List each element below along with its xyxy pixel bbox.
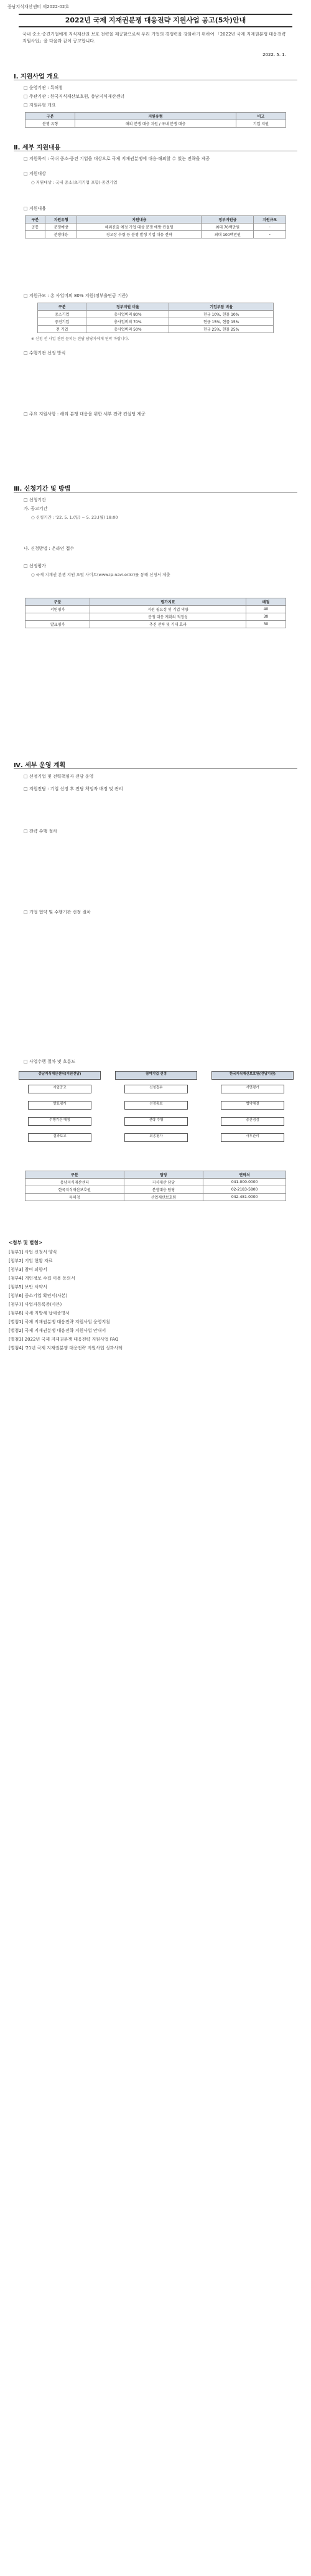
s3-item-6: ○ 국제 지재권 분쟁 지원 포털 사이트(www.ip-navi.or.kr)를 통해 신청서 제출 (31, 572, 170, 577)
flow-step: 선정통보 (124, 1101, 188, 1110)
divider (14, 492, 297, 493)
table-cell (26, 613, 90, 621)
attachment-item: [첨부1] 사업 신청서 양식 (9, 1250, 57, 1255)
table-cell: 최대 70백만원 (202, 224, 254, 231)
scale-note: ※ 신청 전 사업 관련 문의는 전담 담당자에게 연락 바랍니다. (31, 337, 129, 341)
flow-step: 중간점검 (221, 1117, 284, 1126)
table-cell: 분쟁 유형 (26, 120, 75, 128)
flow-step: 서면평가 (221, 1085, 284, 1093)
table-cell: 한국지식재산보호원 (26, 1186, 124, 1194)
flow-step: 결과보고 (28, 1133, 91, 1142)
table-header: 지원규모 (254, 216, 286, 224)
table-cell: 지식재산 담당 (124, 1179, 203, 1186)
support-type-table (25, 112, 286, 128)
attachment-item: [첨부2] 기업 현황 자료 (9, 1258, 53, 1263)
table-header: 비고 (236, 113, 285, 120)
table-cell: 최대 100백만원 (202, 231, 254, 238)
flow-step: 사업공고 (28, 1085, 91, 1093)
page-title: 2022년 국제 지재권분쟁 대응전략 지원사업 공고(5차)안내 (19, 14, 292, 27)
table-cell: 지원 필요성 및 기업 역량 (90, 606, 246, 613)
table-cell: 공통 (26, 224, 45, 231)
evaluation-table (25, 598, 286, 628)
s2-item-1: □ 지원목적 : 국내 중소·중견 기업을 대상으로 국제 지재권분쟁에 대응·해외할 수 있는 전략을 제공 (24, 156, 210, 161)
notice-date: 2022. 5. 1. (262, 52, 286, 57)
table-cell: 해외진출 예정 기업 대상 분쟁 예방 컨설팅 (77, 224, 202, 231)
attachment-item: [별첨1] 국제 지재권분쟁 대응전략 지원사업 운영지침 (9, 1319, 111, 1324)
table-cell: 현금 10%, 현물 10% (169, 311, 274, 318)
table-cell: 30 (246, 613, 285, 621)
attachment-item: [첨부6] 중소기업 확인서(사본) (9, 1293, 68, 1298)
s4-item-2: □ 지원전담 : 기업 선정 후 전담 책임자 배정 및 관리 (24, 786, 123, 791)
support-content-table (25, 215, 286, 238)
table-header: 지원유형 (75, 113, 236, 120)
s2-item-4: □ 지원내용 (24, 206, 46, 211)
s4-item-4: □ 기업 협약 및 수행기관 선정 절차 (24, 910, 91, 915)
table-cell: 02-2183-5800 (203, 1186, 286, 1194)
s1-item-2: □ 주관기관 : 한국지식재산보호원, 충남지식재산센터 (24, 94, 125, 99)
table-header: 정부지원금 (202, 216, 254, 224)
table-header: 구분 (26, 598, 90, 606)
table-cell: 현금 25%, 현물 25% (169, 326, 274, 333)
table-cell: - (254, 231, 286, 238)
s3-item-1: □ 신청기간 (24, 498, 46, 502)
support-scale-table (37, 303, 274, 333)
attachment-item: [첨부8] 국세·지방세 납세증명서 (9, 1311, 70, 1316)
s2-item-2: □ 지원대상 (24, 171, 46, 176)
attachment-item: [별첨2] 국제 지재권분쟁 대응전략 지원사업 안내서 (9, 1328, 106, 1333)
s1-item-1: □ 운영기관 : 특허청 (24, 85, 63, 90)
table-cell: - (254, 224, 286, 231)
table-cell: 특허청 (26, 1194, 124, 1201)
flow-step: 협약체결 (221, 1101, 284, 1110)
attachment-item: [첨부7] 사업자등록증(사본) (9, 1302, 62, 1307)
flow-header: 참여기업 선정 (115, 1071, 197, 1080)
intro-paragraph: 국내 중소·중견기업에게 지식재산권 보호 전략을 제공함으로써 우리 기업의 경쟁력을 강화하기 위하여 「2022년 국제 지재권분쟁 대응전략 지원사업」을 다음과 같이 공고합니다. (22, 32, 286, 44)
divider (14, 768, 297, 769)
attachments-title: <첨부 및 별첨> (9, 1240, 43, 1245)
table-header: 연락처 (203, 1171, 286, 1179)
table-cell: 40 (246, 606, 285, 613)
table-cell: 총사업비의 50% (86, 326, 169, 333)
section-1-title: Ⅰ. 지원사업 개요 (14, 73, 59, 80)
table-header: 구분 (26, 1171, 124, 1179)
section-4-title: Ⅳ. 세부 운영 계획 (14, 762, 66, 769)
table-cell: 중견기업 (38, 318, 86, 326)
s3-item-5: □ 선정평가 (24, 564, 46, 569)
table-cell: 총사업비의 80% (86, 311, 169, 318)
attachment-item: [별첨4] '21년 국제 지재권분쟁 대응전략 지원사업 성과사례 (9, 1346, 123, 1351)
s3-item-3: ○ 신청기간 : '22. 5. 1.(일) ~ 5. 23.(월) 18:00 (31, 515, 118, 520)
flow-step: 최종평가 (124, 1133, 188, 1142)
table-cell: 분쟁 대응 계획의 적정성 (90, 613, 246, 621)
table-cell: 분쟁예방 (45, 224, 77, 231)
flow-step: 전략 수행 (124, 1117, 188, 1126)
table-header: 지원내용 (77, 216, 202, 224)
section-2-title: Ⅱ. 세부 지원내용 (14, 144, 61, 151)
table-cell: 기업 지원 (236, 120, 285, 128)
table-header: 지원유형 (45, 216, 77, 224)
table-header: 배점 (246, 598, 285, 606)
attachment-item: [별첨3] 2022년 국제 지재권분쟁 대응전략 지원사업 FAQ (9, 1337, 119, 1342)
table-cell: 추진 전략 및 기대 효과 (90, 621, 246, 628)
s4-item-1: □ 선정기업 및 전략책임자 전담 운영 (24, 774, 94, 779)
table-cell: 충남지식재산센터 (26, 1179, 124, 1186)
table-cell: 전 기업 (38, 326, 86, 333)
s1-item-3: □ 지원유형 개요 (24, 103, 56, 108)
table-header: 기업부담 비율 (169, 303, 274, 311)
table-header: 담당 (124, 1171, 203, 1179)
table-cell (26, 231, 45, 238)
table-cell: 분쟁대응 (45, 231, 77, 238)
table-header: 정부지원 비율 (86, 303, 169, 311)
s2-item-6: □ 수행기관 선정 방식 (24, 351, 66, 356)
attachment-item: [첨부5] 보안 서약서 (9, 1285, 47, 1290)
s4-item-3: □ 전략 수행 절차 (24, 829, 57, 834)
s3-item-4: 나. 신청방법 : 온라인 접수 (24, 546, 75, 551)
attachment-item: [첨부4] 개인정보 수집·이용 동의서 (9, 1276, 75, 1281)
table-cell: 경고장 수령 등 분쟁 발생 기업 대응 전략 (77, 231, 202, 238)
s2-item-3: ○ 지원대상 : 국내 중소(초기기업 포함)·중견기업 (31, 180, 118, 185)
table-header: 구분 (26, 216, 45, 224)
flow-step: 발표평가 (28, 1101, 91, 1110)
attachment-item: [첨부3] 참여 의향서 (9, 1267, 47, 1272)
table-cell: 현금 15%, 현물 15% (169, 318, 274, 326)
table-cell: 산업재산보호팀 (124, 1194, 203, 1201)
s2-item-5: □ 지원규모 : 총 사업비의 80% 지원(정부출연금 기준) (24, 293, 128, 298)
s4-item-5: □ 사업수행 절차 및 흐름도 (24, 1059, 76, 1064)
flow-header: 중남지식재산센터(지원전담) (19, 1071, 101, 1080)
flow-step: 수행기관 매칭 (28, 1117, 91, 1126)
s3-item-2: 가. 공고기간 (24, 506, 48, 511)
s2-item-7: □ 주요 지원사항 : 해외 분쟁 대응을 위한 세부 전략 컨설팅 제공 (24, 412, 146, 417)
table-cell: 중소기업 (38, 311, 86, 318)
contact-table (25, 1171, 286, 1201)
table-cell: 분쟁대응 담당 (124, 1186, 203, 1194)
section-3-title: Ⅲ. 신청기간 및 방법 (14, 486, 71, 493)
table-cell: 서면평가 (26, 606, 90, 613)
flow-header: 한국지식재산보호원(전담기관) (211, 1071, 294, 1080)
notice-number: 중남지식재산센터 제2022-02호 (7, 4, 70, 9)
flow-step: 사후관리 (221, 1133, 284, 1142)
table-cell: 30 (246, 621, 285, 628)
table-header: 평가지표 (90, 598, 246, 606)
table-cell: 해외 분쟁 대응 지원 / 국내 분쟁 대응 (75, 120, 236, 128)
table-cell: 발표평가 (26, 621, 90, 628)
table-cell: 042-481-0000 (203, 1194, 286, 1201)
flow-step: 신청접수 (124, 1085, 188, 1093)
table-header: 구분 (38, 303, 86, 311)
table-cell: 총사업비의 70% (86, 318, 169, 326)
table-header: 구분 (26, 113, 75, 120)
table-cell: 041-000-0000 (203, 1179, 286, 1186)
